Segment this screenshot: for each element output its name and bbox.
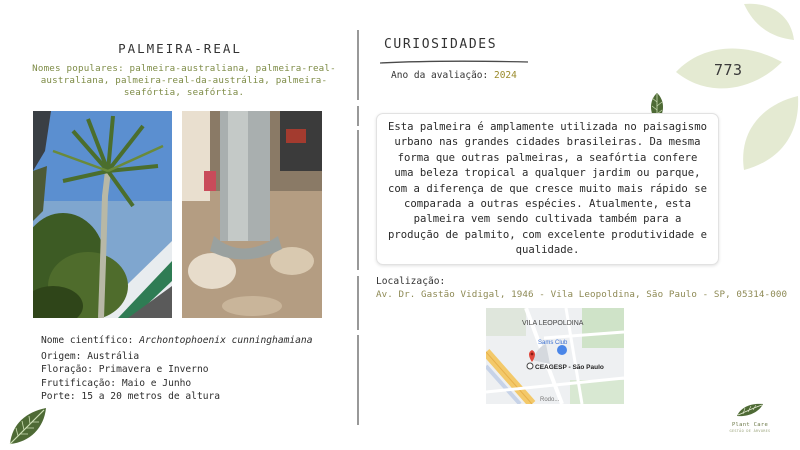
map-district-label: VILA LEOPOLDINA [522, 320, 584, 327]
location-address: Av. Dr. Gastão Vidigal, 1946 - Vila Leopoldina, São Paulo - SP, 05314-000 [376, 289, 788, 300]
logo-name: Plant Care [731, 422, 769, 428]
logo-tagline: GESTÃO DE ÁRVORES [729, 429, 771, 433]
scientific-name-row [41, 334, 312, 347]
curiosities-heading: CURIOSIDADES [384, 37, 498, 52]
scientific-label: Nome científico: [41, 335, 134, 346]
leaf-icon-bottom-left [8, 406, 48, 450]
plant-facts [41, 334, 312, 403]
palm-trunk-photo [182, 111, 322, 318]
popular-names: Nomes populares: palmeira-australiana, palmeira-real-australiana, palmeira-real-da-austrália, palmeira-seafórtia, seafórtia. [32, 63, 336, 98]
evaluation-year [391, 70, 517, 81]
plant-care-logo [728, 402, 772, 434]
evaluation-number: 773 [714, 61, 743, 79]
plant-title: PALMEIRA-REAL [118, 41, 242, 56]
vertical-divider [355, 30, 361, 434]
logo-leaf-icon [735, 402, 765, 418]
location-label: Localização: [376, 276, 446, 287]
plant-size: Porte: 15 a 20 metros de altura [41, 390, 221, 402]
fruiting: Frutificação: Maio e Junho [41, 377, 192, 389]
year-label: Ano da avaliação: [391, 70, 489, 81]
origin: Origem: Austrália [41, 351, 140, 363]
flowering: Floração: Primavera e Inverno [41, 364, 209, 376]
map-store-label: Sams Club [538, 340, 568, 346]
palm-canopy-photo [33, 111, 172, 318]
curiosities-text: Esta palmeira é amplamente utilizada no paisagismo urbano nas grandes cidades brasileiras. Da mesma forma que outras palmeiras, a seafórtia confere uma beleza tropical a qualquer jardim ou parque, com a diferença de que cresce muito mais rápido se comparada a outras espécies. Atualmente, esta palmeira vem sendo cultivada também para a produção de palmito, com excelente produtividade e qualidade. [376, 113, 719, 265]
map-pin-label: CEAGESP - São Paulo [535, 364, 604, 371]
scientific-name: Archontophoenix cunninghamiana [139, 335, 313, 346]
heading-underline [380, 51, 530, 70]
map-street-label: Rodo... [540, 397, 560, 403]
location-map[interactable] [486, 308, 624, 404]
year-value: 2024 [493, 70, 517, 81]
